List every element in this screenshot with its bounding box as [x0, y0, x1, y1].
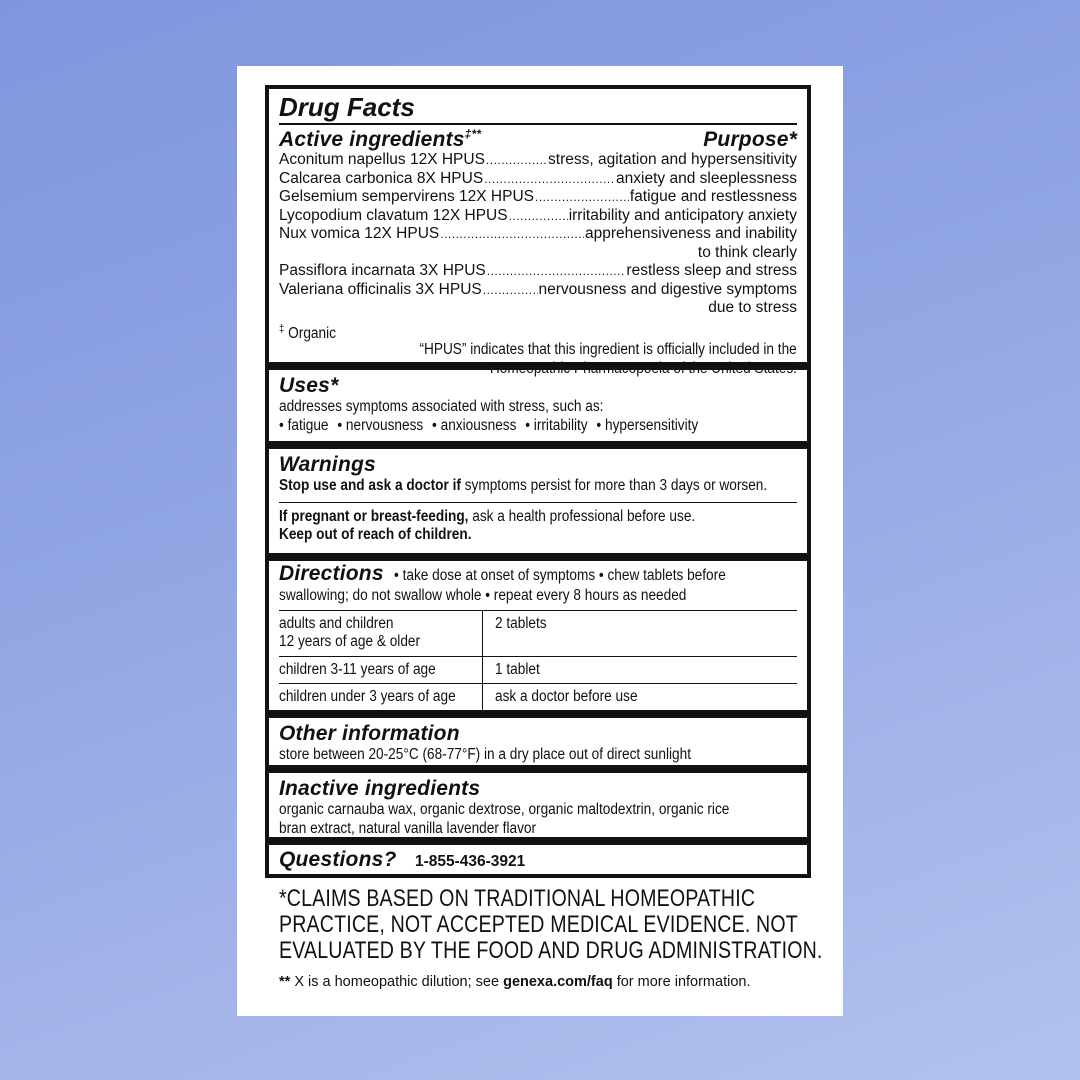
ingredient-list	[279, 151, 797, 318]
uses-section	[265, 366, 811, 445]
dilution-footnote: ** X is a homeopathic dilution; see genexa.com/faq for more information.	[279, 974, 751, 990]
leader-dots	[535, 188, 629, 207]
drug-facts-title: Drug Facts	[279, 92, 415, 122]
directions-section	[265, 557, 811, 714]
ingredient-row	[279, 151, 797, 170]
ingredient-row	[279, 262, 797, 281]
stop-use-warning: Stop use and ask a doctor if symptoms persist for more than 3 days or worsen.	[279, 477, 768, 494]
uses-intro: addresses symptoms associated with stress, such as:	[279, 398, 604, 415]
other-information-heading: Other information	[279, 722, 460, 745]
questions-heading: Questions?	[279, 848, 397, 871]
organic-note: ‡ Organic	[279, 322, 336, 342]
ingredient-purpose-continued: to think clearly	[697, 243, 797, 261]
claims-disclaimer: *CLAIMS BASED ON TRADITIONAL HOMEOPATHIC PRACTICE, NOT ACCEPTED MEDICAL EVIDENCE. NOT EVALUATED BY THE FOOD AND DRUG ADMINISTRATION.	[279, 885, 823, 964]
dosage-row	[279, 684, 797, 711]
uses-bullet-list	[279, 417, 707, 436]
keep-out-warning: Keep out of reach of children.	[279, 526, 472, 543]
ingredient-name: Nux vomica 12X HPUS	[279, 225, 440, 242]
dosage-age-group: children 3-11 years of age	[279, 656, 482, 684]
ingredient-row	[279, 188, 797, 207]
ingredient-row	[279, 281, 797, 300]
dosage-row	[279, 656, 797, 684]
leader-dots	[484, 170, 615, 189]
dosage-table	[279, 610, 797, 711]
dosage-age-group: adults and children 12 years of age & older	[279, 610, 482, 656]
ingredient-row	[279, 207, 797, 226]
dosage-amount: 1 tablet	[482, 656, 797, 684]
ingredient-name: Passiflora incarnata 3X HPUS	[279, 262, 486, 279]
uses-bullet: • anxiousness	[432, 416, 517, 434]
ingredient-name: Aconitum napellus 12X HPUS	[279, 151, 485, 168]
warnings-section	[265, 445, 811, 557]
directions-line-2: swallowing; do not swallow whole • repeat every 8 hours as needed	[279, 587, 687, 604]
dosage-amount: 2 tablets	[482, 610, 797, 656]
uses-bullet: • fatigue	[279, 416, 329, 434]
inactive-ingredients-heading: Inactive ingredients	[279, 777, 481, 800]
dosage-row	[279, 610, 797, 656]
ingredient-row	[279, 170, 797, 189]
uses-bullet: • irritability	[525, 416, 588, 434]
hpus-note: “HPUS” indicates that this ingredient is officially included in the Homeopathic Pharmacopoeia of the United States.	[419, 341, 797, 377]
active-ingredients-section	[265, 85, 811, 377]
leader-dots	[509, 207, 568, 226]
inactive-line-2: bran extract, natural vanilla lavender flavor	[279, 819, 537, 837]
ingredient-purpose: anxiety and sleeplessness	[616, 169, 797, 187]
ingredient-name: Lycopodium clavatum 12X HPUS	[279, 206, 508, 224]
inactive-ingredients-section	[265, 769, 811, 841]
directions-heading: Directions	[279, 562, 384, 585]
faq-link[interactable]: genexa.com/faq	[503, 974, 613, 990]
ingredient-name: Valeriana officinalis 3X HPUS	[279, 280, 482, 298]
uses-heading: Uses*	[279, 374, 339, 397]
leader-dots	[440, 225, 584, 244]
leader-dots	[487, 262, 626, 281]
ingredient-name: Calcarea carbonica 8X HPUS	[279, 169, 484, 187]
inactive-line-1: organic carnauba wax, organic dextrose, organic maltodextrin, organic rice	[279, 801, 730, 818]
leader-dots	[483, 281, 538, 300]
uses-bullet: • nervousness	[337, 416, 424, 434]
dosage-age-group: children under 3 years of age	[279, 684, 482, 711]
uses-bullet: • hypersensitivity	[596, 416, 699, 434]
questions-phone: 1-855-436-3921	[414, 853, 526, 870]
ingredient-row	[279, 225, 797, 244]
leader-dots	[486, 151, 547, 170]
ingredient-purpose: irritability and anticipatory anxiety	[568, 206, 797, 224]
active-ingredients-heading: Active ingredients‡**	[279, 127, 482, 151]
dosage-amount: ask a doctor before use	[482, 684, 797, 711]
questions-section	[265, 841, 811, 878]
ingredient-purpose: nervousness and digestive symptoms	[538, 280, 797, 298]
ingredient-purpose: apprehensiveness and inability	[585, 225, 797, 242]
warnings-heading: Warnings	[279, 453, 376, 476]
purpose-heading: Purpose*	[703, 128, 797, 151]
pregnancy-warning: If pregnant or breast-feeding, ask a health professional before use.	[279, 507, 696, 525]
directions-line-1: • take dose at onset of symptoms • chew tablets before	[394, 567, 726, 584]
ingredient-purpose-continued: due to stress	[708, 299, 797, 316]
ingredient-purpose: fatigue and restlessness	[629, 188, 797, 205]
drug-facts-card	[237, 66, 843, 1016]
other-information-section	[265, 714, 811, 769]
storage-text: store between 20-25°C (68-77°F) in a dry place out of direct sunlight	[279, 746, 691, 763]
ingredient-purpose: restless sleep and stress	[626, 262, 797, 279]
ingredient-purpose: stress, agitation and hypersensitivity	[548, 151, 797, 168]
ingredient-name: Gelsemium sempervirens 12X HPUS	[279, 188, 534, 205]
